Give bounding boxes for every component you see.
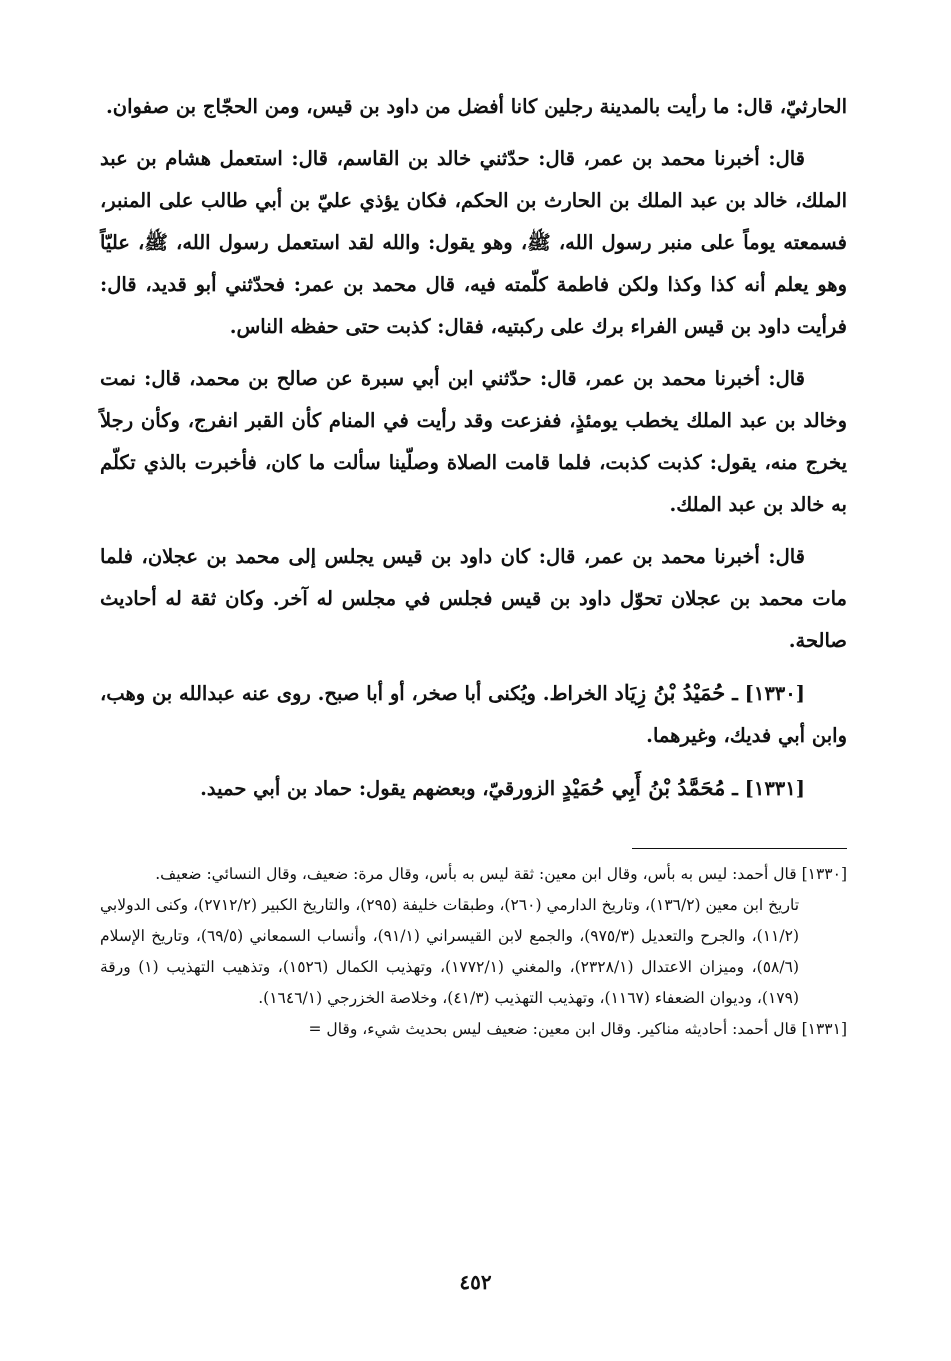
biography-text: الخراط. ويُكنى أبا صخر، أو أبا صبح. روى عنه عبدالله بن وهب، وابن أبي فديك، وغيرهما. bbox=[100, 682, 847, 747]
footnote-divider bbox=[632, 848, 847, 849]
biography-1331 bbox=[100, 767, 847, 810]
footnote-1331: [١٣٣١] قال أحمد: أحاديثه مناكير. وقال ابن معين: ضعيف ليس بحديث شيء، وقال = bbox=[308, 1020, 847, 1038]
footnotes bbox=[100, 859, 847, 1045]
page-number: ٤٥٢ bbox=[459, 1270, 492, 1294]
paragraph-3: قال: أخبرنا محمد بن عمر، قال: حدّثني ابن أبي سبرة عن صالح بن محمد، قال: نمت وخالد بن عبد الملك يخطب يومئذٍ، ففزعت وقد رأيت في المنام كأن القبر انفرج، وكأن رجلاً يخرج منه، يقول: كذبت كذبت، فلما قامت الصلاة وصلّينا سألت ما كان، فأخبرت بالذي تكلّم به خالد بن عبد الملك. bbox=[100, 367, 847, 516]
main-text bbox=[100, 86, 847, 810]
biography-number: [١٣٣١] ـ bbox=[732, 777, 805, 800]
paragraph-1: الحارثيّ، قال: ما رأيت بالمدينة رجلين كانا أفضل من داود بن قيس، ومن الحجّاج بن صفوان. bbox=[106, 95, 847, 118]
biography-name: مُحَمَّدُ بْنُ أَبِي حُمَيْدٍ bbox=[561, 775, 726, 800]
biography-1330 bbox=[100, 672, 847, 757]
biography-text: الزورقيّ، وبعضهم يقول: حماد بن أبي حميد. bbox=[200, 777, 556, 800]
biography-name: حُمَيْدُ بْنُ زِيَاد bbox=[614, 680, 726, 705]
paragraph-2: قال: أخبرنا محمد بن عمر، قال: حدّثني خالد بن القاسم، قال: استعمل هشام بن عبد الملك، خالد بن عبد الملك بن الحارث بن الحكم، فكان يؤذي عليّ بن أبي طالب على المنبر، فسمعته يوماً على منبر رسول الله، ﷺ، وهو يقول: والله لقد استعمل رسول الله، ﷺ، عليّاً وهو يعلم أنه كذا وكذا ولكن فاطمة كلّمته فيه، قال محمد بن عمر: فحدّثني أبو قديد، قال: فرأيت داود بن قيس الفراء برك على ركبتيه، فقال: كذبت حتى حفظه الناس. bbox=[100, 147, 847, 338]
footnote-1330: [١٣٣٠] قال أحمد: ليس به بأس، وقال ابن معين: ثقة ليس به بأس، وقال مرة: ضعيف، وقال النسائي: ضعيف. bbox=[155, 865, 847, 883]
paragraph-4: قال: أخبرنا محمد بن عمر، قال: كان داود بن قيس يجلس إلى محمد بن عجلان، فلما مات محمد بن عجلان تحوّل داود بن قيس فجلس في مجلس له آخر. وكان ثقة له أحاديث صالحة. bbox=[100, 545, 847, 652]
footnote-1330-references: تاريخ ابن معين (١٣٦/٢)، وتاريخ الدارمي (٢٦٠)، وطبقات خليفة (٢٩٥)، والتاريخ الكبير (٢٧١٢/٢)، وكنى الدولابي (١١/٢)، والجرح والتعديل (٩٧٥/٣)، والجمع لابن القيسراني (٩١/١)، وأنساب السمعاني (٦٩/٥)، وتاريخ الإسلام (٥٨/٦)، وميزان الاعتدال (٢٣٢٨/١)، والمغني (١٧٧٢/١)، وتهذيب الكمال (١٥٢٦)، وتذهيب التهذيب (١) ورقة (١٧٩)، وديوان الضعفاء (١١٦٧)، وتهذيب التهذيب (٤١/٣)، وخلاصة الخزرجي (١٦٤٦/١). bbox=[100, 896, 800, 1007]
biography-number: [١٣٣٠] ـ bbox=[732, 682, 805, 705]
